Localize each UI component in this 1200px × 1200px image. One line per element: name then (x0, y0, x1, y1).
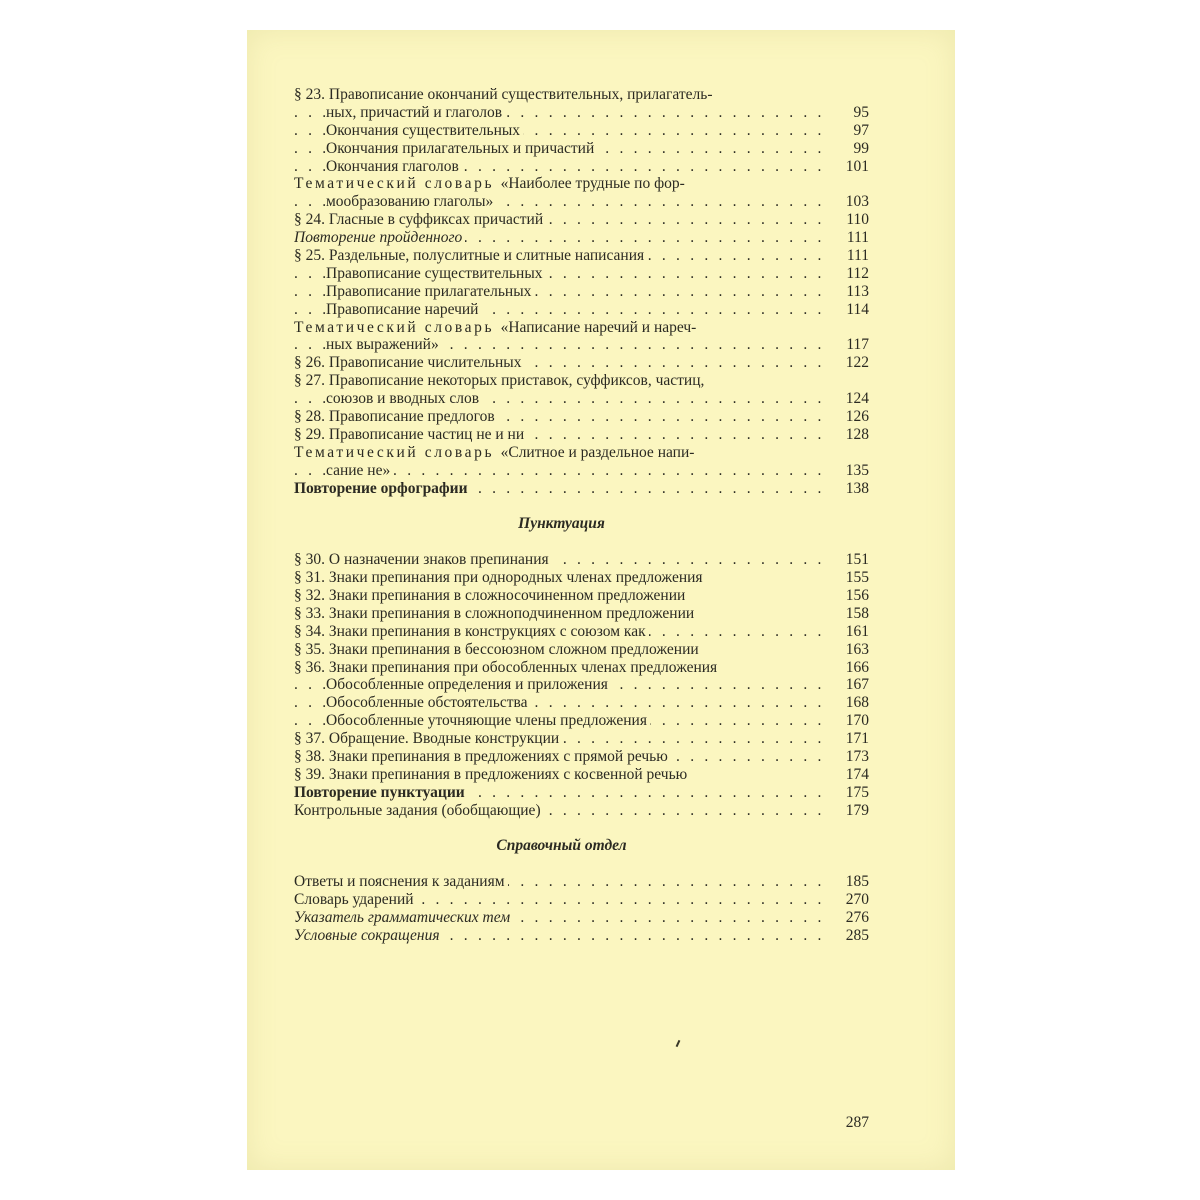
toc-entry-page: 151 (845, 551, 869, 569)
toc-entry (294, 587, 869, 605)
toc-entry-title: Словарь ударений (294, 891, 417, 908)
toc-entry (294, 408, 869, 426)
toc-entry-title: Повторение орфографии (294, 480, 471, 497)
toc-entry (294, 193, 869, 211)
toc-entry-title: ных выражений» (326, 336, 442, 353)
toc-entry-title: Правописание прилагательных (326, 283, 534, 300)
toc-entry-title: § 26. Правописание числительных (294, 354, 524, 371)
toc-entry-page: 158 (845, 604, 869, 622)
toc-entry (294, 247, 869, 265)
toc-entry (294, 229, 869, 247)
toc-entry-page: 276 (845, 908, 869, 926)
table-of-contents (294, 86, 869, 945)
toc-entry-page: 113 (846, 282, 869, 300)
toc-entry-title: Указатель грамматических тем (294, 909, 513, 926)
toc-entry-page: 111 (846, 229, 869, 247)
toc-entry (294, 158, 869, 176)
toc-entry-page: 97 (853, 121, 869, 139)
toc-entry-title: Ответы и пояснения к заданиям (294, 873, 508, 890)
toc-entry-page: 156 (845, 586, 869, 604)
toc-entry-page: 168 (845, 694, 869, 712)
toc-entry (294, 319, 869, 337)
toc-entry-page: 117 (846, 336, 869, 354)
toc-entry-title: § 24. Гласные в суффиксах причастий (294, 211, 546, 228)
toc-entry-page: 122 (845, 354, 869, 372)
toc-entry (294, 211, 869, 229)
punctuation-section (294, 551, 869, 819)
toc-entry (294, 265, 869, 283)
spacer (294, 855, 869, 873)
toc-entry-title: Окончания прилагательных и причастий (326, 140, 597, 157)
toc-entry-title: § 28. Правописание предлогов (294, 408, 498, 425)
toc-entry (294, 659, 869, 677)
toc-entry-title: Окончания существительных (326, 122, 523, 139)
toc-entry-page: 124 (845, 390, 869, 408)
toc-entry (294, 444, 869, 462)
toc-entry (294, 390, 869, 408)
toc-entry-page: 173 (845, 747, 869, 765)
toc-entry-page: 155 (845, 569, 869, 587)
toc-entry-title: § 25. Раздельные, полуслитные и слитные написания (294, 247, 647, 264)
toc-entry-title: Тематический словарь «Написание наречий и нареч- (294, 319, 699, 336)
toc-entry (294, 462, 869, 480)
toc-entry-page: 166 (845, 658, 869, 676)
toc-entry-page: 138 (845, 479, 869, 497)
toc-entry-page: 270 (845, 891, 869, 909)
toc-entry-title: § 29. Правописание частиц не и ни (294, 426, 527, 443)
toc-entry-title: § 37. Обращение. Вводные конструкции (294, 730, 562, 747)
toc-entry-page: 95 (853, 103, 869, 121)
orthography-section (294, 86, 869, 497)
toc-entry-page: 170 (845, 712, 869, 730)
toc-entry-page: 167 (845, 676, 869, 694)
toc-entry (294, 283, 869, 301)
toc-entry (294, 784, 869, 802)
toc-entry (294, 104, 869, 122)
toc-entry (294, 623, 869, 641)
ink-speck (676, 1040, 681, 1047)
toc-entry-page: 175 (845, 783, 869, 801)
toc-entry-title: мообразованию глаголы» (326, 193, 496, 210)
toc-entry-title: Тематический словарь «Наиболее трудные по фор- (294, 175, 688, 192)
toc-entry-page: 185 (845, 873, 869, 891)
toc-entry-title: § 33. Знаки препинания в сложноподчиненном предложении (294, 605, 697, 622)
toc-entry (294, 480, 869, 498)
toc-entry-page: 285 (845, 926, 869, 944)
toc-entry (294, 569, 869, 587)
toc-entry (294, 354, 869, 372)
toc-entry-title: § 30. О назначении знаков препинания (294, 551, 552, 568)
toc-entry (294, 766, 869, 784)
toc-entry (294, 86, 869, 104)
toc-entry-page: 111 (846, 247, 869, 265)
toc-entry-page: 112 (846, 264, 869, 282)
toc-entry-title: Повторение пройденного (294, 229, 465, 246)
toc-entry-title: § 36. Знаки препинания при обособленных членах предложения (294, 659, 720, 676)
toc-entry-page: 163 (845, 640, 869, 658)
toc-entry (294, 927, 869, 945)
toc-entry (294, 909, 869, 927)
toc-entry-page: 126 (845, 408, 869, 426)
toc-entry-title: Повторение пунктуации (294, 784, 468, 801)
reference-heading: Справочный отдел (496, 837, 627, 855)
toc-entry (294, 730, 869, 748)
book-page (247, 30, 955, 1170)
toc-entry-title: § 31. Знаки препинания при однородных членах предложения (294, 569, 706, 586)
toc-entry-title: Условные сокращения (294, 927, 443, 944)
toc-entry (294, 641, 869, 659)
toc-entry-title: сание не» (326, 462, 393, 479)
toc-entry (294, 748, 869, 766)
toc-entry-title: Окончания глаголов (326, 158, 462, 175)
toc-entry (294, 122, 869, 140)
punctuation-heading: Пунктуация (518, 515, 605, 533)
toc-entry-title: § 38. Знаки препинания в предложениях с прямой речью (294, 748, 671, 765)
toc-entry-title: Обособленные обстоятельства (326, 694, 531, 711)
toc-entry (294, 873, 869, 891)
reference-section (294, 873, 869, 945)
toc-entry (294, 372, 869, 390)
toc-entry-page: 174 (845, 765, 869, 783)
toc-entry-page: 135 (845, 461, 869, 479)
toc-entry-title: Обособленные определения и приложения (326, 676, 611, 693)
toc-entry-title: Обособленные уточняющие члены предложения (326, 712, 650, 729)
toc-entry-title: союзов и вводных слов (326, 390, 482, 407)
toc-entry-title: § 32. Знаки препинания в сложносочиненном предложении (294, 587, 688, 604)
toc-entry-title: § 34. Знаки препинания в конструкциях с союзом как (294, 623, 649, 640)
toc-entry-title: Правописание существительных (326, 265, 545, 282)
spacer (294, 497, 869, 515)
toc-entry-title: ных, причастий и глаголов (326, 104, 505, 121)
toc-entry-title: § 27. Правописание некоторых приставок, суффиксов, частиц, (294, 372, 707, 389)
toc-entry-title: § 35. Знаки препинания в бессоюзном сложном предложении (294, 641, 702, 658)
toc-entry (294, 676, 869, 694)
toc-entry (294, 426, 869, 444)
toc-entry-title: § 23. Правописание окончаний существительных, прилагатель- (294, 86, 716, 103)
toc-entry (294, 551, 869, 569)
toc-entry-page: 114 (846, 300, 869, 318)
toc-entry-title: Правописание наречий (326, 301, 481, 318)
page-number: 287 (845, 1114, 869, 1131)
toc-entry (294, 175, 869, 193)
toc-entry-title: Контрольные задания (обобщающие) (294, 802, 544, 819)
toc-entry-page: 171 (845, 730, 869, 748)
toc-entry (294, 891, 869, 909)
toc-entry-page: 161 (845, 622, 869, 640)
toc-entry-page: 99 (853, 139, 869, 157)
toc-entry-page: 128 (845, 425, 869, 443)
spacer (294, 533, 869, 551)
toc-entry-page: 101 (845, 157, 869, 175)
toc-entry-title: § 39. Знаки препинания в предложениях с косвенной речью (294, 766, 690, 783)
toc-entry-page: 110 (846, 211, 869, 229)
toc-entry (294, 605, 869, 623)
toc-entry-page: 103 (845, 193, 869, 211)
toc-entry (294, 802, 869, 820)
toc-entry-page: 179 (845, 801, 869, 819)
spacer (294, 820, 869, 838)
toc-entry (294, 712, 869, 730)
toc-entry (294, 301, 869, 319)
toc-entry (294, 336, 869, 354)
toc-entry-title: Тематический словарь «Слитное и раздельное напи- (294, 444, 697, 461)
toc-entry (294, 140, 869, 158)
toc-entry (294, 694, 869, 712)
